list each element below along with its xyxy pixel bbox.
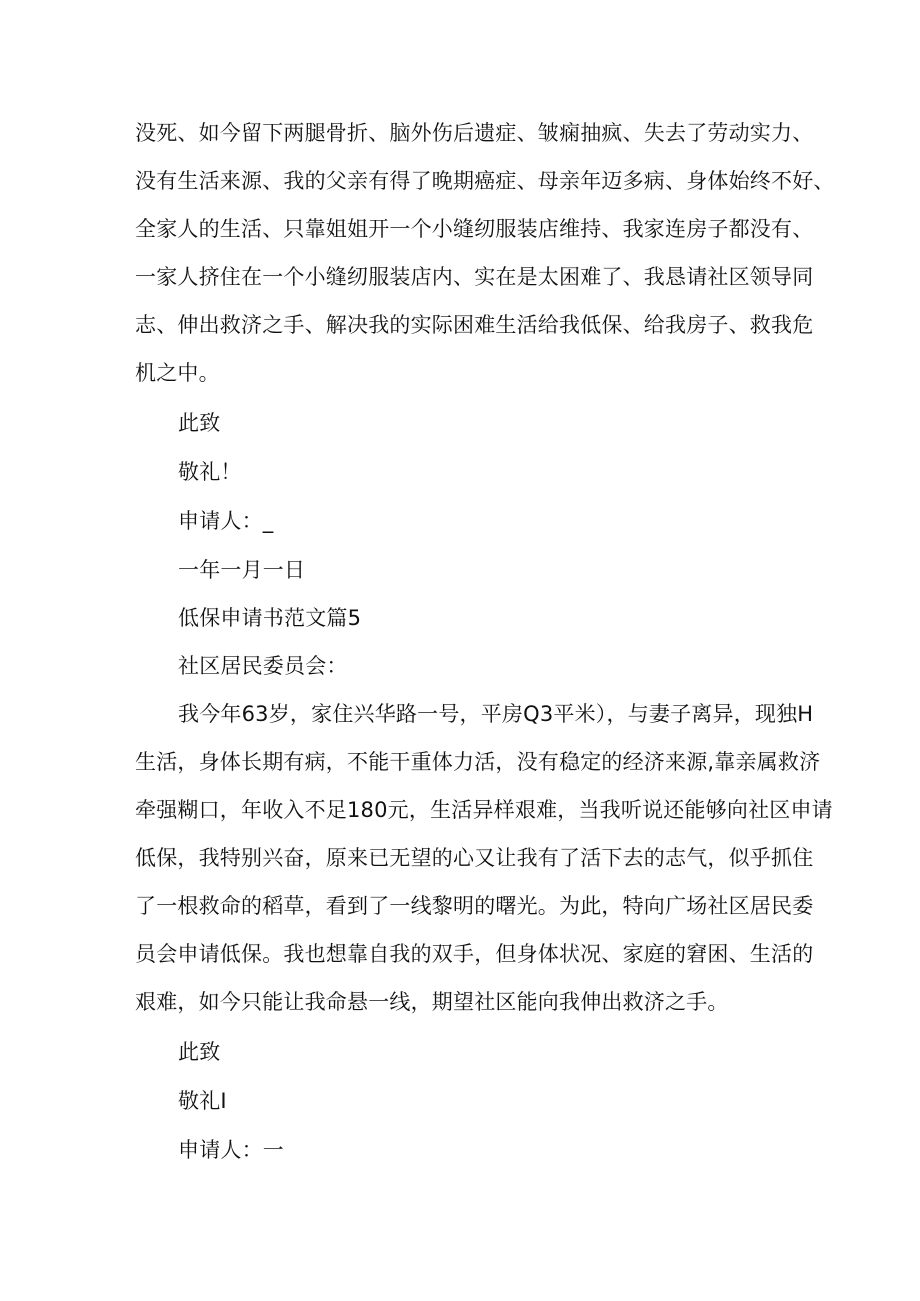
paragraph2-line-5: 了一根救命的稻草，看到了一线黎明的曙光。为此，特向广场社区居民委 — [135, 894, 814, 918]
closing-jingli: 敬礼！ — [178, 460, 242, 484]
paragraph2-line-3: 牵强糊口，年收入不足180元，生活异样艰难，当我听说还能够向社区申请 — [135, 798, 833, 822]
paragraph2-line-4: 低保，我特别兴奋，原来已无望的心又让我有了活下去的志气，似乎抓住 — [135, 846, 814, 870]
paragraph1-line-1: 没死、如今留下两腿骨折、脑外伤后遗症、皱痫抽疯、失去了劳动实力、 — [135, 121, 814, 145]
applicant-line: 申请人：_ — [178, 509, 274, 533]
paragraph2-line-2: 生活，身体长期有病，不能干重体力活，没有稳定的经济来源,靠亲属救济 — [135, 750, 821, 774]
closing-cizhi: 此致 — [178, 411, 221, 435]
paragraph1-line-2: 没有生活来源、我的父亲有得了晚期癌症、母亲年迈多病、身体始终不好、 — [135, 169, 835, 193]
closing2-applicant: 申请人：一 — [178, 1138, 284, 1162]
paragraph1-line-6: 机之中。 — [135, 361, 220, 385]
section-title: 低保申请书范文篇5 — [178, 606, 362, 630]
paragraph2-line-7: 艰难，如今只能让我命悬一线，期望社区能向我伸出救济之手。 — [135, 990, 729, 1014]
paragraph2-line-6: 员会申请低保。我也想靠自我的双手，但身体状况、家庭的窘困、生活的 — [135, 942, 814, 966]
paragraph1-line-3: 全家人的生活、只靠姐姐开一个小缝纫服装店维持、我家连房子都没有、 — [135, 217, 814, 241]
date-line: 一年一月一日 — [178, 558, 306, 582]
paragraph1-line-5: 志、伸出救济之手、解决我的实际困难生活给我低保、给我房子、救我危 — [135, 313, 814, 337]
closing2-cizhi: 此致 — [178, 1040, 221, 1064]
paragraph2-line-1: 我今年63岁，家住兴华路一号，平房Q3平米），与妻子离异，现独H — [178, 702, 814, 726]
closing2-jingli: 敬礼I — [178, 1089, 227, 1113]
addressee: 社区居民委员会： — [178, 654, 348, 678]
paragraph1-line-4: 一家人挤住在一个小缝纫服装店内、实在是太困难了、我恳请社区领导同 — [135, 265, 814, 289]
